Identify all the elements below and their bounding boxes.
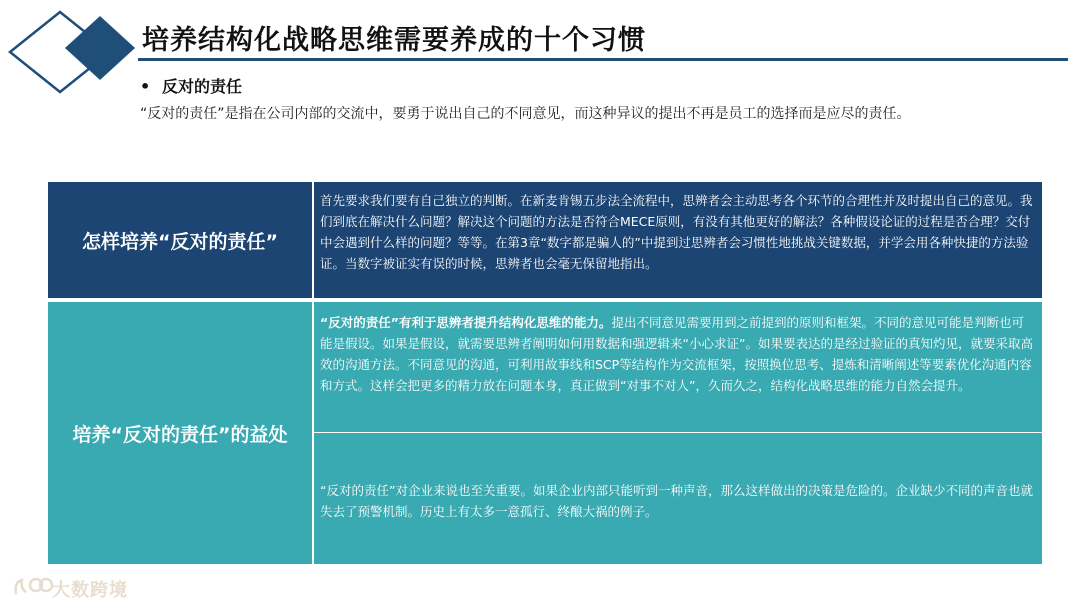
bullet-heading	[140, 74, 242, 97]
slide-title: 培养结构化战略思维需要养成的十个习惯	[142, 25, 646, 56]
benefit-1-lead: “反对的责任”有利于思辨者提升结构化思维的能力。	[320, 315, 612, 330]
content-table	[48, 182, 1042, 564]
column-divider	[312, 182, 314, 298]
title-underline	[138, 58, 1068, 61]
table-row-how	[48, 182, 1042, 298]
benefit-1-body: 提出不同意见需要用到之前提到的原则和框架。不同的意见可能是判断也可能是假设。如果是假设，就需要思辨者阐明如何用数据和强逻辑来“小心求证”。如果要表达的是经过验证的真知灼见，就要采取高效的沟通方法。不同意见的沟通，可利用故事线和SCP等结构作为交流框架，按照换位思考、提炼和清晰阐述等要素优化沟通内容和方式。这样会把更多的精力放在问题本身，真正做到“对事不对人”，久而久之，结构化战略思维的能力自然会提升。	[320, 315, 1033, 393]
watermark-text: 大数跨境	[52, 580, 128, 601]
bullet-dot: •	[140, 77, 151, 96]
row-text-how: 首先要求我们要有自己独立的判断。在新麦肯锡五步法全流程中，思辨者会主动思考各个环节的合理性并及时提出自己的意见。我们到底在解决什么问题？解决这个问题的方法是否符合MECE原则，有没有其他更好的解法？各种假设论证的过程是否合理？交付中会遇到什么样的问题？等等。在第3章“数字都是骗人的”中提到过思辨者会习惯性地挑战关键数据，并学会用各种快捷的方法验证。当数字被证实有误的时候，思辨者也会毫无保留地指出。	[320, 193, 1033, 271]
row-text-benefit-1	[320, 312, 1036, 396]
row-label-how: 怎样培养“反对的责任”	[82, 230, 278, 253]
title-diamond-icon	[0, 0, 150, 100]
intro-paragraph: “反对的责任”是指在公司内部的交流中，要勇于说出自己的不同意见，而这种异议的提出不再是员工的选择而是应尽的责任。	[140, 106, 911, 122]
bullet-title: 反对的责任	[162, 77, 243, 96]
row-text-benefit-2: “反对的责任”对企业来说也至关重要。如果企业内部只能听到一种声音，那么这样做出的决策是危险的。企业缺少不同的声音也就失去了预警机制。历史上有太多一意孤行、终酿大祸的例子。	[320, 483, 1033, 519]
column-divider	[312, 302, 314, 564]
table-row-benefit	[48, 302, 1042, 564]
row-label-benefit: 培养“反对的责任”的益处	[72, 423, 288, 446]
cell-divider	[314, 432, 1042, 433]
